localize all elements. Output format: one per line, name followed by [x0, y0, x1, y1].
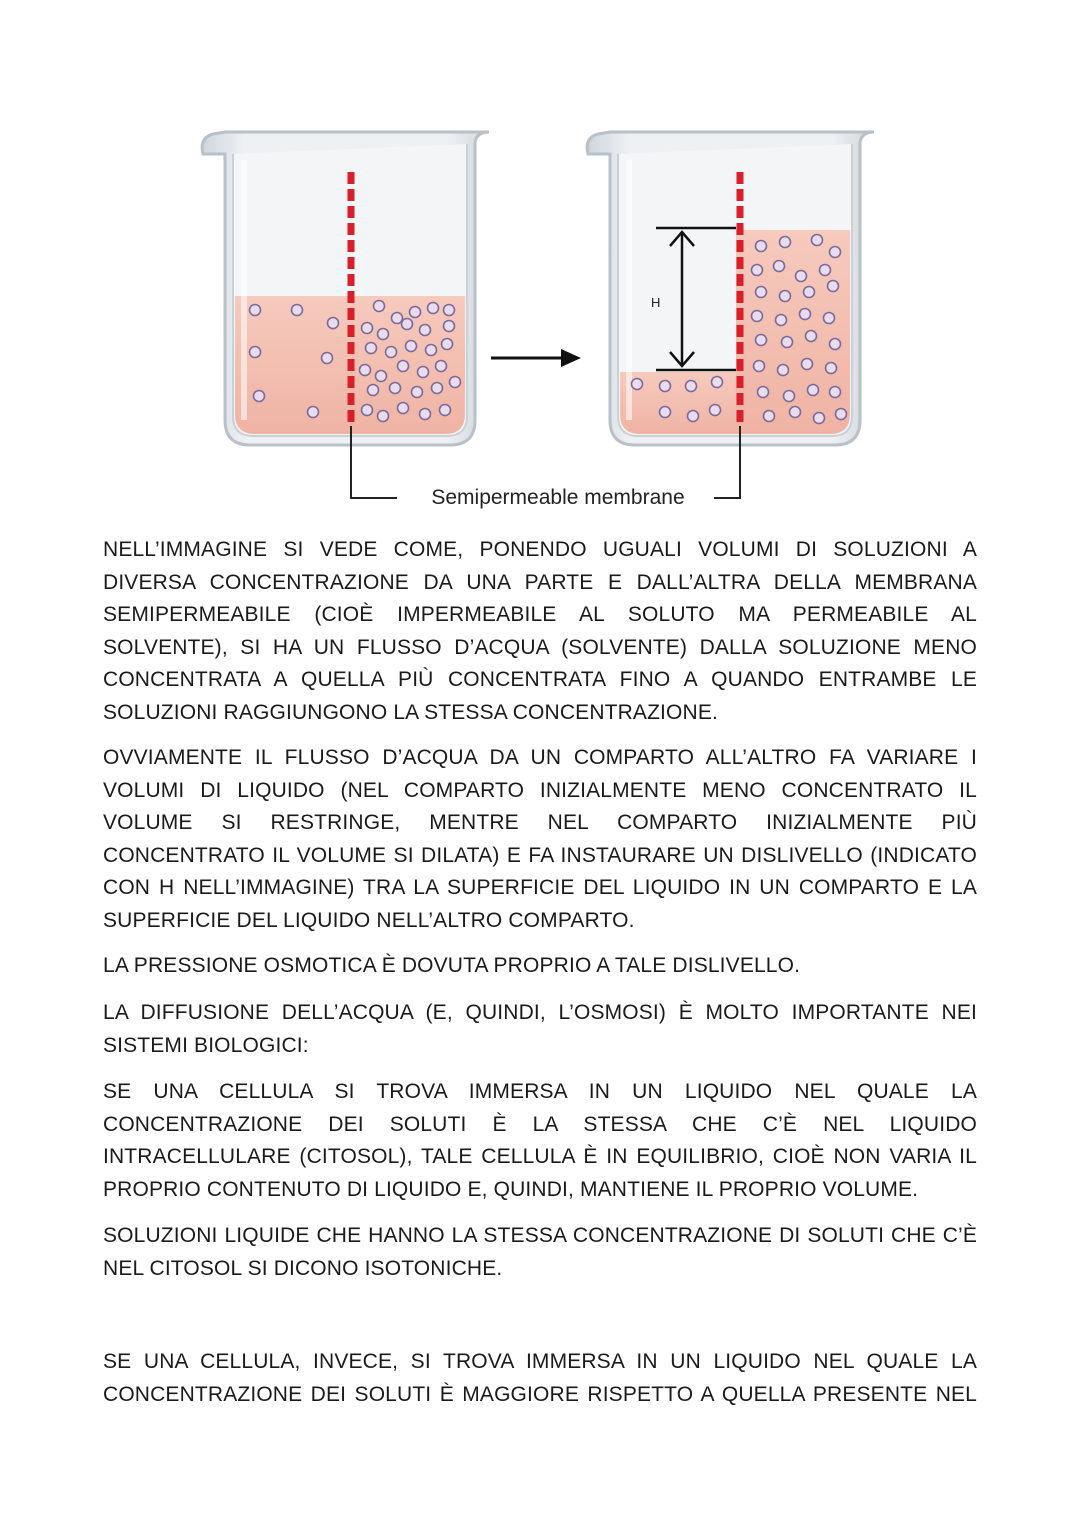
particle-icon: [254, 391, 265, 402]
particle-icon: [444, 305, 455, 316]
particle-icon: [752, 265, 763, 276]
paragraph-7: SE UNA CELLULA, INVECE, SI TROVA IMMERSA IN UN LIQUIDO NEL QUALE LA CONCENTRAZIONE DEI SOLUTI È MAGGIORE RISPETTO A QUELLA PRESENTE NEL: [103, 1350, 977, 1406]
particle-icon: [420, 325, 431, 336]
particle-icon: [824, 313, 835, 324]
paragraph-3: LA PRESSIONE OSMOTICA È DOVUTA PROPRIO A TALE DISLIVELLO.: [103, 954, 801, 977]
particle-icon: [426, 345, 437, 356]
particle-icon: [440, 405, 451, 416]
particle-icon: [802, 359, 813, 370]
particle-icon: [804, 287, 815, 298]
particle-icon: [378, 411, 389, 422]
particle-icon: [368, 385, 379, 396]
particle-icon: [826, 363, 837, 374]
particle-icon: [360, 365, 371, 376]
beaker-right: [587, 132, 874, 445]
particle-icon: [660, 407, 671, 418]
particle-icon: [780, 291, 791, 302]
particle-icon: [790, 407, 801, 418]
particle-icon: [390, 383, 401, 394]
particle-icon: [776, 315, 787, 326]
particle-icon: [774, 261, 785, 272]
particle-icon: [362, 405, 373, 416]
particle-icon: [420, 409, 431, 420]
particle-icon: [442, 339, 453, 350]
particle-icon: [756, 335, 767, 346]
particle-icon: [386, 347, 397, 358]
particle-icon: [432, 383, 443, 394]
beaker-left: [202, 132, 489, 445]
particle-icon: [250, 305, 261, 316]
particle-icon: [830, 387, 841, 398]
particle-icon: [376, 371, 387, 382]
particle-icon: [428, 303, 439, 314]
particle-icon: [754, 361, 765, 372]
particle-icon: [806, 331, 817, 342]
particle-icon: [392, 313, 403, 324]
particle-icon: [836, 409, 847, 420]
particle-icon: [712, 377, 723, 388]
particle-icon: [362, 323, 373, 334]
solution-right-high: [736, 230, 850, 434]
paragraph-1: NELL’IMMAGINE SI VEDE COME, PONENDO UGUALI VOLUMI DI SOLUZIONI A DIVERSA CONCENTRAZIONE DA UNA PARTE E DALL’ALTRA DELLA MEMBRANA SEMIPERMEABILE (CIOÈ IMPERMEABILE AL SOLUTO MA PERMEABILE AL SOLVENTE), SI HA UN FLUSSO D’ACQUA (SOLVENTE) DALLA SOLUZIONE MENO CONCENTRATA A QUELLA PIÙ CONCENTRATA FINO A QUANDO ENTRAMBE LE SOLUZIONI RAGGIUNGONO LA STESSA CONCENTRAZIONE.: [103, 538, 977, 724]
particle-icon: [830, 339, 841, 350]
paragraph-2: OVVIAMENTE IL FLUSSO D’ACQUA DA UN COMPARTO ALL’ALTRO FA VARIARE I VOLUMI DI LIQUIDO (NEL COMPARTO INIZIALMENTE MENO CONCENTRATO IL VOLUME SI RESTRINGE, MENTRE NEL COMPARTO INIZIALMENTE PIÙ CONCENTRATO IL VOLUME SI DILATA) E FA INSTAURARE UN DISLIVELLO (INDICATO CON H NELL’IMMAGINE) TRA LA SUPERFICIE DEL LIQUIDO IN UN COMPARTO E LA SUPERFICIE DEL LIQUIDO NELL’ALTRO COMPARTO.: [103, 746, 977, 932]
height-label: H: [651, 295, 661, 310]
particle-icon: [328, 318, 339, 329]
particle-icon: [820, 265, 831, 276]
membrane-label: Semipermeable membrane: [402, 486, 714, 510]
arrow-right-icon: [491, 349, 581, 367]
particle-icon: [756, 287, 767, 298]
particle-icon: [828, 281, 839, 292]
paragraph-6: SOLUZIONI LIQUIDE CHE HANNO LA STESSA CONCENTRAZIONE DI SOLUTI CHE C’È NEL CITOSOL SI DICONO ISOTONICHE.: [103, 1224, 977, 1280]
paragraph-4: LA DIFFUSIONE DELL’ACQUA (E, QUINDI, L’OSMOSI) È MOLTO IMPORTANTE NEI SISTEMI BIOLOGICI:: [103, 1001, 977, 1057]
particle-icon: [406, 341, 417, 352]
particle-icon: [780, 237, 791, 248]
particle-icon: [764, 411, 775, 422]
particle-icon: [782, 337, 793, 348]
particle-icon: [412, 387, 423, 398]
particle-icon: [436, 361, 447, 372]
particle-icon: [814, 413, 825, 424]
particle-icon: [374, 301, 385, 312]
particle-icon: [808, 385, 819, 396]
particle-icon: [752, 311, 763, 322]
particle-icon: [686, 381, 697, 392]
particle-icon: [378, 329, 389, 340]
particle-icon: [830, 247, 841, 258]
particle-icon: [444, 321, 455, 332]
particle-icon: [778, 365, 789, 376]
particle-icon: [250, 347, 261, 358]
particle-icon: [632, 379, 643, 390]
particle-icon: [398, 403, 409, 414]
particle-icon: [688, 411, 699, 422]
osmosis-figure: [185, 120, 905, 520]
particle-icon: [800, 309, 811, 320]
particle-icon: [784, 391, 795, 402]
particle-icon: [398, 361, 409, 372]
particle-icon: [796, 271, 807, 282]
particle-icon: [660, 381, 671, 392]
particle-icon: [366, 343, 377, 354]
particle-icon: [418, 367, 429, 378]
particle-icon: [308, 407, 319, 418]
particle-icon: [756, 241, 767, 252]
particle-icon: [450, 377, 461, 388]
particle-icon: [292, 305, 303, 316]
particle-icon: [322, 353, 333, 364]
particle-icon: [402, 319, 413, 330]
particle-icon: [710, 405, 721, 416]
particle-icon: [758, 387, 769, 398]
particle-icon: [410, 307, 421, 318]
particle-icon: [812, 235, 823, 246]
paragraph-5: SE UNA CELLULA SI TROVA IMMERSA IN UN LIQUIDO NEL QUALE LA CONCENTRAZIONE DEI SOLUTI È LA STESSA CHE C’È NEL LIQUIDO INTRACELLULARE (CITOSOL), TALE CELLULA È IN EQUILIBRIO, CIOÈ NON VARIA IL PROPRIO CONTENUTO DI LIQUIDO E, QUINDI, MANTIENE IL PROPRIO VOLUME.: [103, 1080, 977, 1201]
